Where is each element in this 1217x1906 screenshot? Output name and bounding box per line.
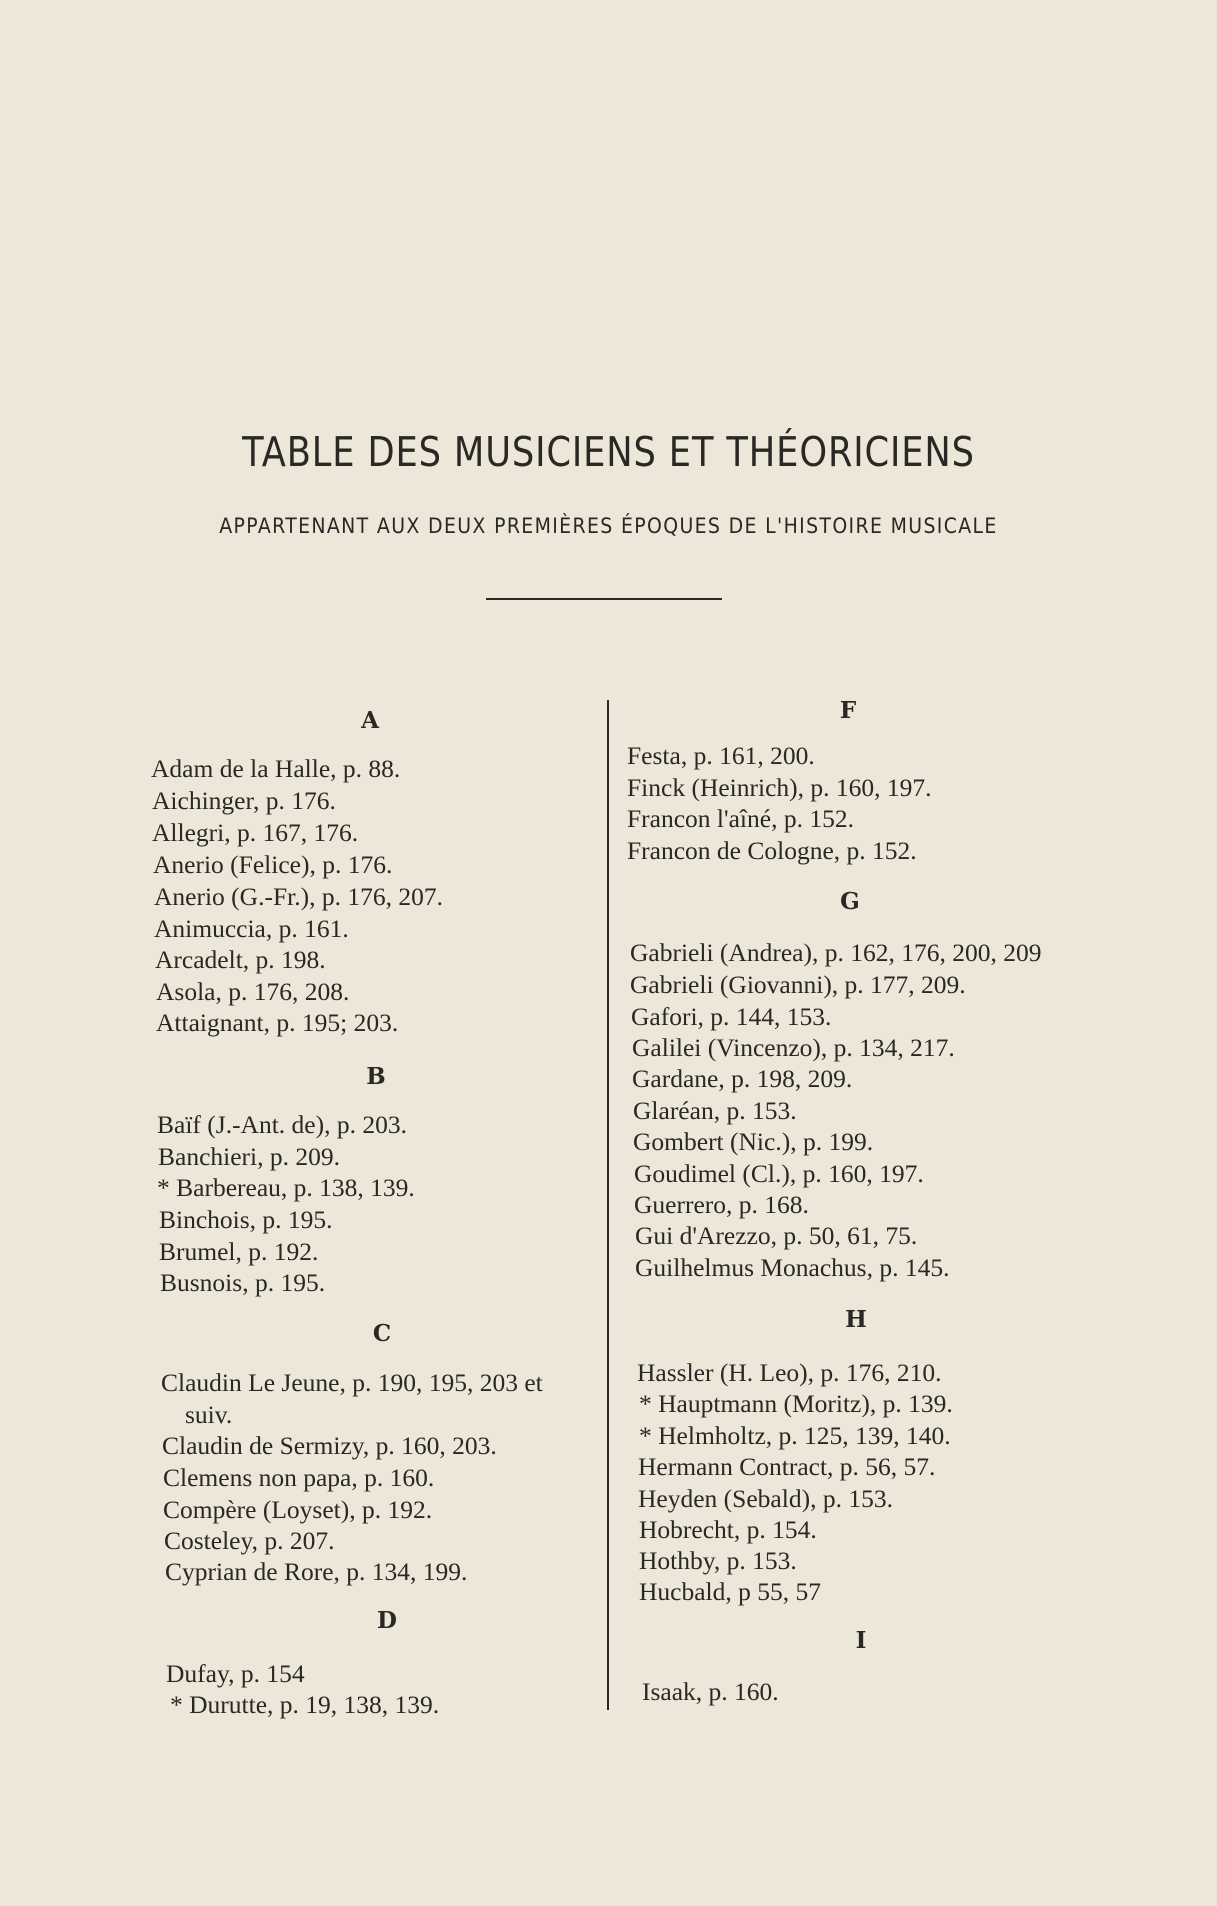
index-entry: Gabrieli (Giovanni), p. 177, 209. [630,970,966,999]
column-divider [607,700,609,1710]
index-entry: Hothby, p. 153. [639,1546,797,1575]
index-entry: Galilei (Vincenzo), p. 134, 217. [632,1033,955,1062]
index-entry: Finck (Heinrich), p. 160, 197. [627,773,932,802]
index-entry: Guilhelmus Monachus, p. 145. [635,1253,950,1282]
index-entry: Cyprian de Rore, p. 134, 199. [165,1557,468,1586]
index-entry: Gafori, p. 144, 153. [631,1002,832,1031]
index-entry: Anerio (Felice), p. 176. [153,850,393,879]
section-letter-h: H [845,1306,867,1333]
index-entry: Hobrecht, p. 154. [639,1515,817,1544]
index-entry: Attaignant, p. 195; 203. [156,1008,399,1037]
index-entry: Claudin Le Jeune, p. 190, 195, 203 et [161,1368,543,1397]
index-entry: Compère (Loyset), p. 192. [163,1495,433,1524]
index-entry: Animuccia, p. 161. [154,914,349,943]
index-entry: Arcadelt, p. 198. [155,945,326,974]
index-entry: Gui d'Arezzo, p. 50, 61, 75. [635,1221,918,1250]
page-title: TABLE DES MUSICIENS ET THÉORICIENS [242,428,975,476]
section-letter-d: D [377,1607,397,1634]
index-entry: Adam de la Halle, p. 88. [151,754,401,783]
index-entry: Busnois, p. 195. [160,1268,326,1297]
section-letter-a: A [361,707,379,734]
title-rule [486,598,722,600]
index-entry: Clemens non papa, p. 160. [163,1463,435,1492]
section-letter-c: C [372,1320,392,1347]
index-entry: Asola, p. 176, 208. [156,977,350,1006]
index-entry: Binchois, p. 195. [159,1205,333,1234]
index-entry: * Hauptmann (Moritz), p. 139. [639,1389,953,1418]
index-entry: Francon de Cologne, p. 152. [627,836,917,865]
index-entry: Dufay, p. 154 [166,1659,305,1688]
index-entry: Costeley, p. 207. [164,1526,335,1555]
index-entry: * Helmholtz, p. 125, 139, 140. [639,1421,951,1450]
index-entry: Hermann Contract, p. 56, 57. [638,1452,936,1481]
index-entry-continuation: suiv. [185,1400,233,1429]
section-letter-f: F [839,697,857,724]
index-entry: Gabrieli (Andrea), p. 162, 176, 200, 209 [630,938,1042,967]
page-subtitle: APPARTENANT AUX DEUX PREMIÈRES ÉPOQUES DE L'HISTOIRE MUSICALE [219,514,998,538]
section-letter-b: B [366,1063,386,1090]
index-entry: Claudin de Sermizy, p. 160, 203. [162,1431,497,1460]
index-entry: Hassler (H. Leo), p. 176, 210. [637,1358,942,1387]
index-entry: Goudimel (Cl.), p. 160, 197. [634,1159,924,1188]
index-entry: Isaak, p. 160. [642,1677,779,1706]
index-entry: Aichinger, p. 176. [152,786,336,815]
index-entry: Gardane, p. 198, 209. [632,1064,853,1093]
index-entry: Glaréan, p. 153. [633,1096,797,1125]
index-entry: Allegri, p. 167, 176. [152,818,359,847]
index-entry: Guerrero, p. 168. [634,1190,809,1219]
index-entry: Baïf (J.-Ant. de), p. 203. [157,1110,407,1139]
section-letter-i: I [855,1627,867,1654]
index-entry: Banchieri, p. 209. [158,1142,340,1171]
section-letter-g: G [840,888,860,915]
index-entry: Heyden (Sebald), p. 153. [638,1484,893,1513]
index-entry: Gombert (Nic.), p. 199. [633,1127,874,1156]
index-entry: Brumel, p. 192. [159,1237,319,1266]
index-entry: * Durutte, p. 19, 138, 139. [170,1690,440,1719]
index-entry: Francon l'aîné, p. 152. [627,804,854,833]
index-entry: Anerio (G.-Fr.), p. 176, 207. [154,882,443,911]
index-entry: * Barbereau, p. 138, 139. [157,1173,415,1202]
index-entry: Hucbald, p 55, 57 [639,1577,822,1606]
index-entry: Festa, p. 161, 200. [627,741,815,770]
